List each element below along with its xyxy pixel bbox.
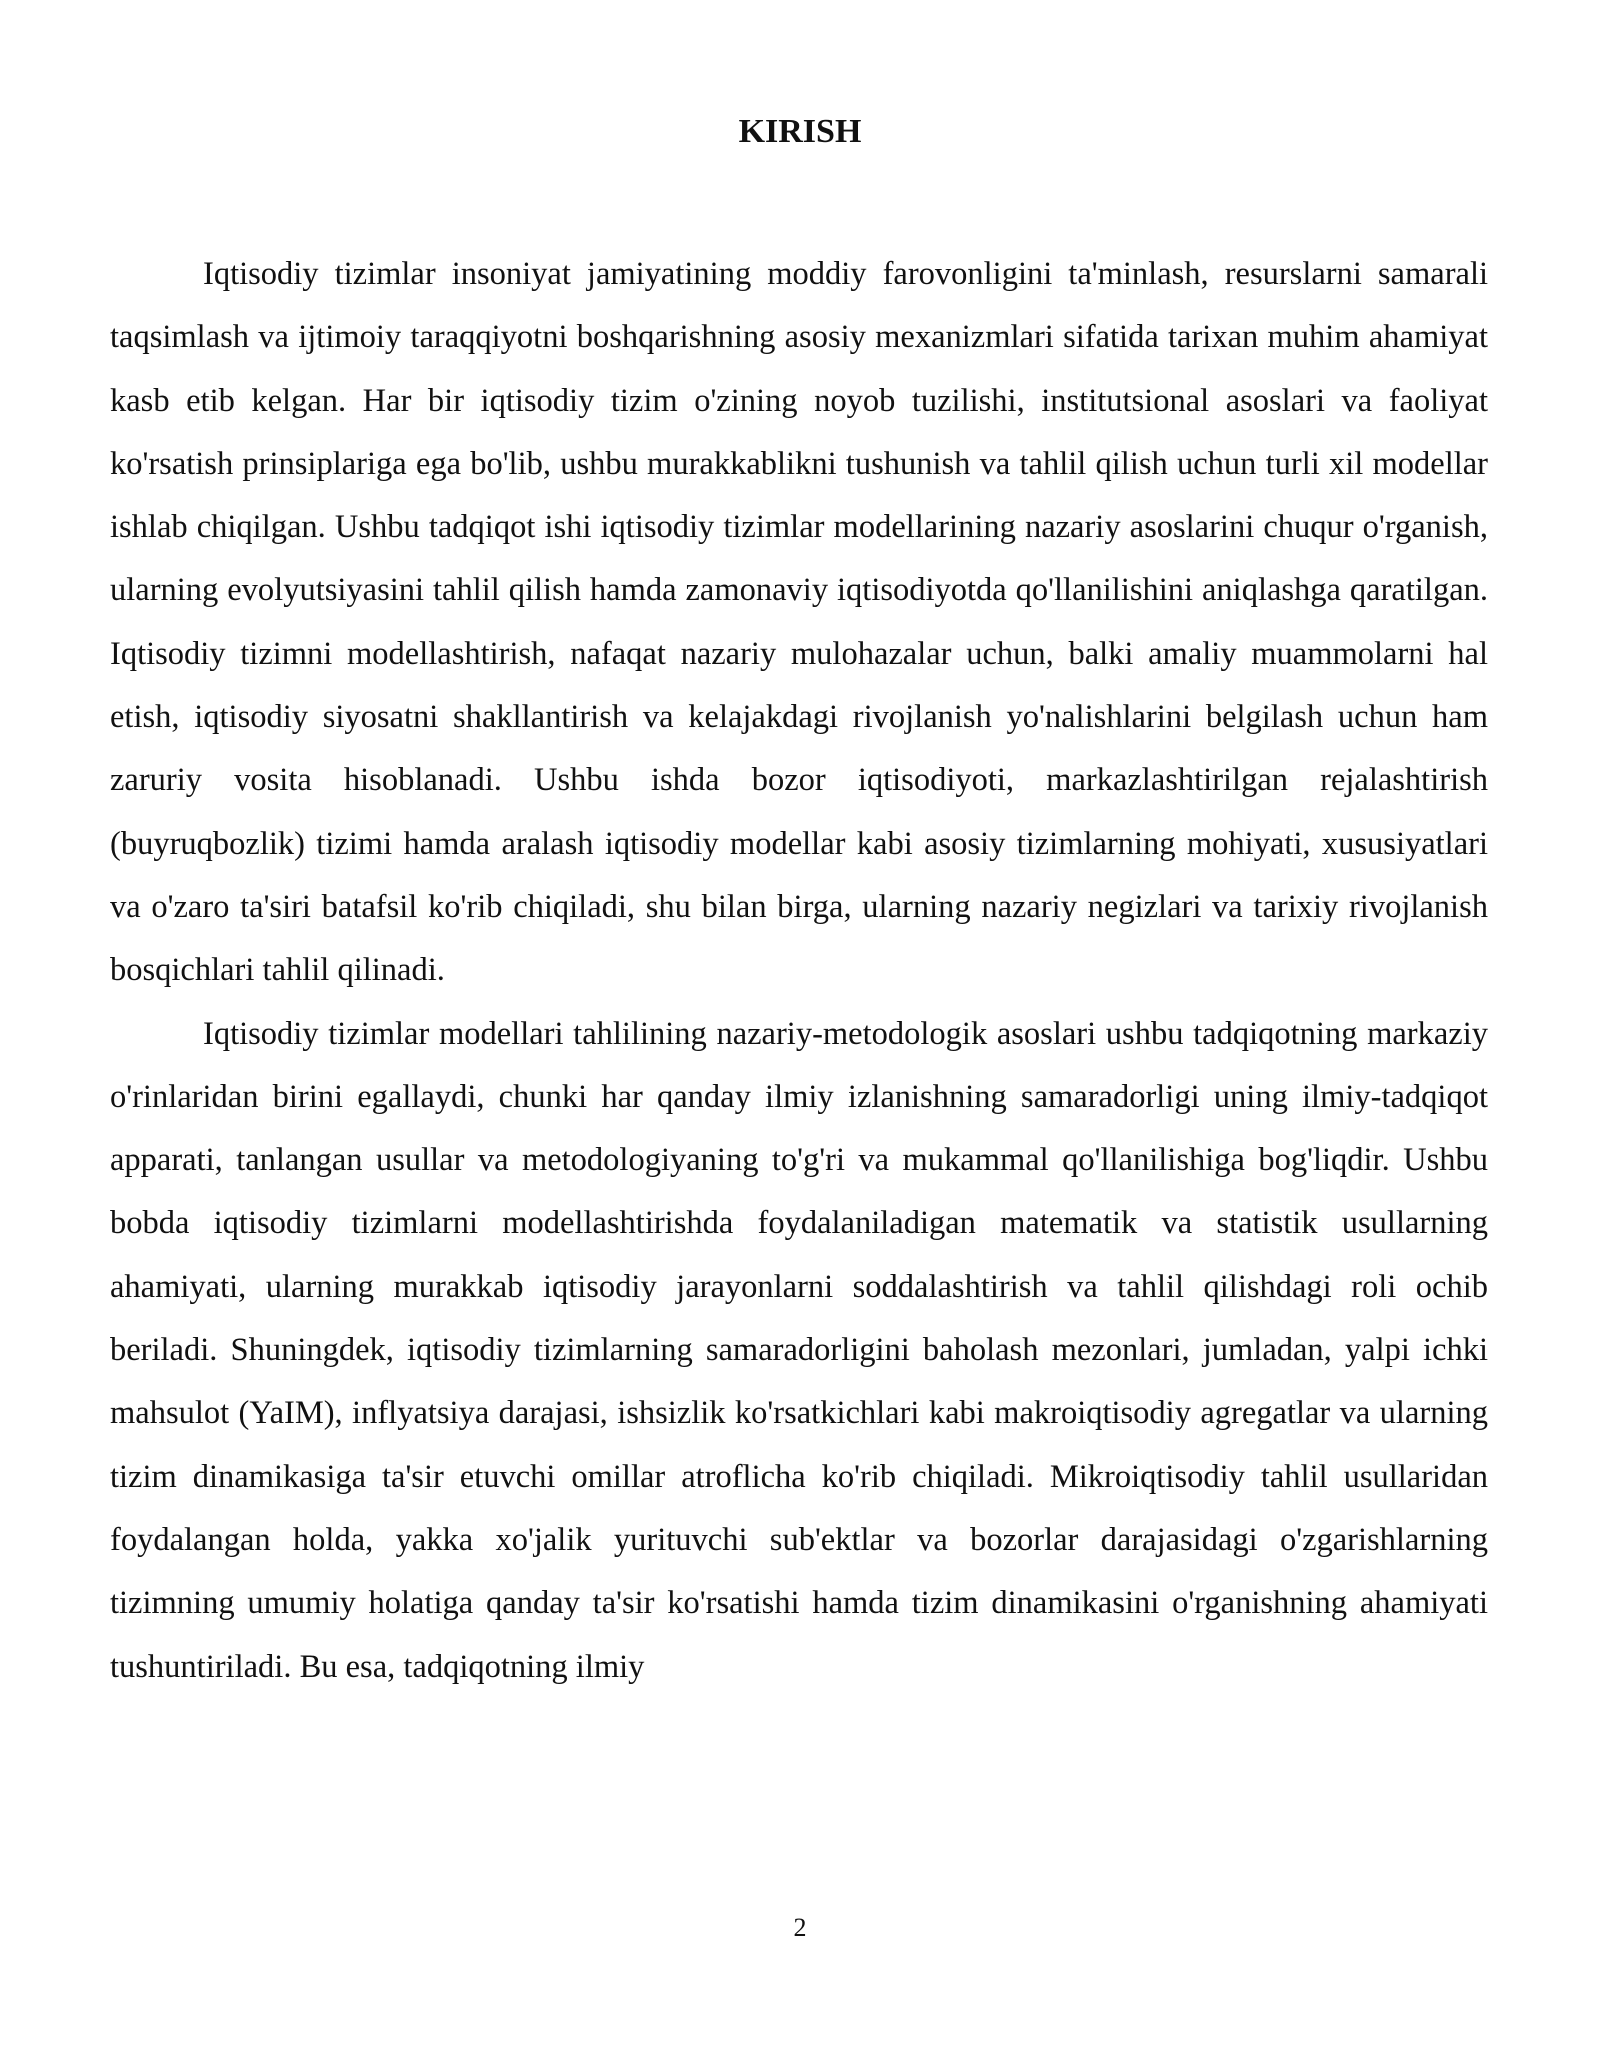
paragraph-2: Iqtisodiy tizimlar modellari tahlilining nazariy-metodologik asoslari ushbu tadqiqotning markaziy o'rinlaridan birini egallaydi, chunki har qanday ilmiy izlanishning samaradorligi uning ilmiy-tadqiqot apparati, tanlangan usullar va metodologiyaning to'g'ri va mukammal qo'llanilishiga bog'liqdir. Ushbu bobda iqtisodiy tizimlarni modellashtirishda foydalaniladigan matematik va statistik usullarning ahamiyati, ularning murakkab iqtisodiy jarayonlarni soddalashtirish va tahlil qilishdagi roli ochib beriladi. Shuningdek, iqtisodiy tizimlarning samaradorligini baholash mezonlari, jumladan, yalpi ichki mahsulot (YaIM), inflyatsiya darajasi, ishsizlik ko'rsatkichlari kabi makroiqtisodiy agregatlar va ularning tizim dinamikasiga ta'sir etuvchi omillar atroflicha ko'rib chiqiladi. Mikroiqtisodiy tahlil usullaridan foydalangan holda, yakka xo'jalik yurituvchi sub'ektlar va bozorlar darajasidagi o'zgarishlarning tizimning umumiy holatiga qanday ta'sir ko'rsatishi hamda tizim dinamikasini o'rganishning ahamiyati tushuntiriladi. Bu esa, tadqiqotning ilmiy [110,1015,1488,1685]
body-text [110,243,1488,1699]
paragraph-1: Iqtisodiy tizimlar insoniyat jamiyatining moddiy farovonligini ta'minlash, resurslarni samarali taqsimlash va ijtimoiy taraqqiyotni boshqarishning asosiy mexanizmlari sifatida tarixan muhim ahamiyat kasb etib kelgan. Har bir iqtisodiy tizim o'zining noyob tuzilishi, institutsional asoslari va faoliyat ko'rsatish prinsiplariga ega bo'lib, ushbu murakkablikni tushunish va tahlil qilish uchun turli xil modellar ishlab chiqilgan. Ushbu tadqiqot ishi iqtisodiy tizimlar modellarining nazariy asoslarini chuqur o'rganish, ularning evolyutsiyasini tahlil qilish hamda zamonaviy iqtisodiyotda qo'llanilishini aniqlashga qaratilgan. Iqtisodiy tizimni modellashtirish, nafaqat nazariy mulohazalar uchun, balki amaliy muammolarni hal etish, iqtisodiy siyosatni shakllantirish va kelajakdagi rivojlanish yo'nalishlarini belgilash uchun ham zaruriy vosita hisoblanadi. Ushbu ishda bozor iqtisodiyoti, markazlashtirilgan rejalashtirish (buyruqbozlik) tizimi hamda aralash iqtisodiy modellar kabi asosiy tizimlarning mohiyati, xususiyatlari va o'zaro ta'siri batafsil ko'rib chiqiladi, shu bilan birga, ularning nazariy negizlari va tarixiy rivojlanish bosqichlari tahlil qilinadi. [110,256,1488,989]
page-title: KIRISH [738,113,862,150]
page-number: 2 [793,1913,807,1942]
